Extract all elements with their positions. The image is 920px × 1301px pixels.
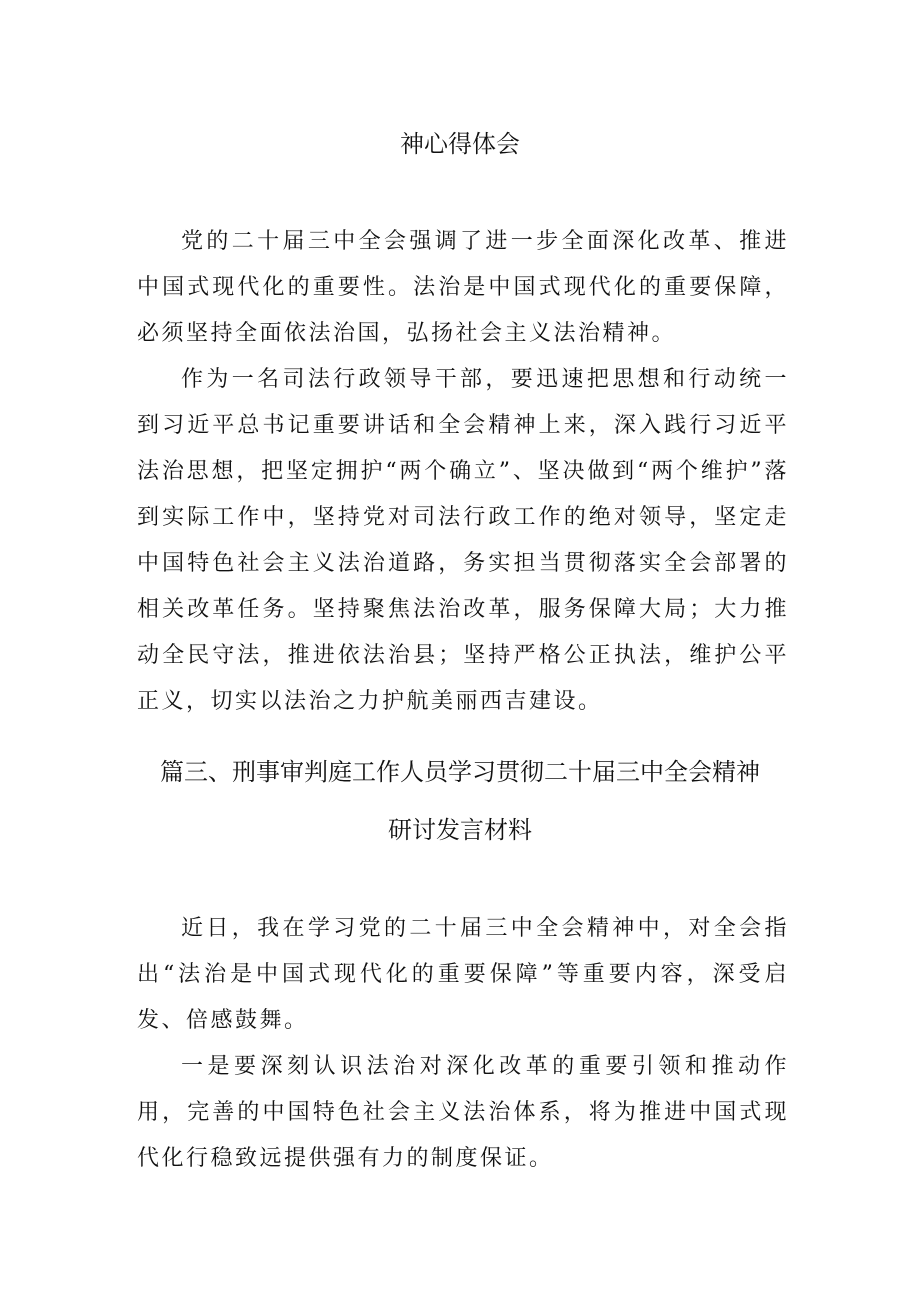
section-title-tail: 神心得体会 (400, 130, 520, 158)
body-paragraph: 党的二十届三中全会强调了进一步全面深化改革、推进中国式现代化的重要性。法治是中国式现代化的重要保障，必须坚持全面依法治国，弘扬社会主义法治精神。 (137, 229, 789, 346)
body-paragraph: 一是要深刻认识法治对深化改革的重要引领和推动作用，完善的中国特色社会主义法治体系，将为推进中国式现代化行稳致远提供强有力的制度保证。 (137, 1054, 789, 1171)
section-three-subtitle: 研讨发言材料 (388, 816, 532, 844)
body-paragraph: 近日，我在学习党的二十届三中全会精神中，对全会指出“法治是中国式现代化的重要保障”等重要内容，深受启发、倍感鼓舞。 (137, 916, 789, 1033)
section-three-title: 篇三、刑事审判庭工作人员学习贯彻二十届三中全会精神 (160, 758, 760, 786)
body-paragraph: 作为一名司法行政领导干部，要迅速把思想和行动统一到习近平总书记重要讲话和全会精神上来，深入践行习近平法治思想，把坚定拥护“两个确立”、坚决做到“两个维护”落到实际工作中，坚持党对司法行政工作的绝对领导，坚定走中国特色社会主义法治道路，务实担当贯彻落实全会部署的相关改革任务。坚持聚焦法治改革，服务保障大局；大力推动全民守法，推进依法治县；坚持严格公正执法，维护公平正义，切实以法治之力护航美丽西吉建设。 (137, 367, 789, 714)
